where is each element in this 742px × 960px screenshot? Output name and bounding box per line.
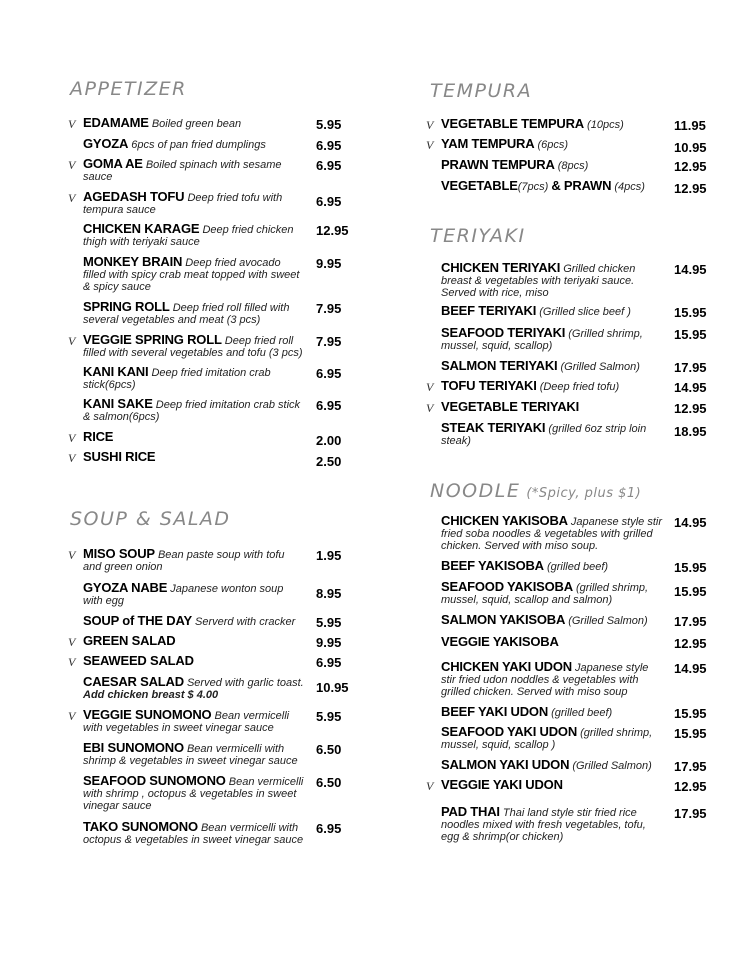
item-description: Served with garlic toast. (186, 677, 304, 689)
item-name: SALMON YAKISOBA (441, 612, 566, 627)
item-name: GYOZA NABE (83, 580, 168, 595)
item-name: AGEDASH TOFU (83, 189, 185, 204)
item-price: 6.95 (316, 398, 342, 413)
vegetarian-mark: V (68, 334, 76, 348)
item-price: 12.95 (674, 181, 707, 196)
item-name: EDAMAME (83, 115, 149, 130)
item-description: Deep fried imitation crab stick(6pcs) (83, 367, 271, 391)
item-name: GREEN SALAD (83, 633, 176, 648)
item-description: Deep fried roll filled with several vegetables and meat (3 pcs) (83, 302, 290, 326)
section-title: TEMPURA (430, 80, 533, 102)
item-name: BEEF YAKI UDON (441, 704, 549, 719)
item-price: 2.00 (316, 433, 342, 448)
vegetarian-mark: V (426, 401, 434, 415)
vegetarian-mark: V (68, 158, 76, 172)
item-description: Bean vermicelli with vegetables in sweet vinegar sauce (83, 710, 290, 734)
item-name: BEEF YAKISOBA (441, 558, 544, 573)
vegetarian-mark: V (68, 191, 76, 205)
item-price: 12.95 (674, 401, 707, 416)
item-description: Grilled chicken breast & vegetables with teriyaki sauce. Served with rice, miso (441, 263, 636, 299)
item-description: (grilled 6oz strip loin steak) (441, 423, 647, 447)
item-name: SUSHI RICE (83, 449, 156, 464)
vegetarian-mark: V (68, 431, 76, 445)
item-name: SALMON YAKI UDON (441, 757, 570, 772)
section-note: (*Spicy, plus $1) (526, 486, 642, 501)
vegetarian-mark: V (426, 779, 434, 793)
item-price: 14.95 (674, 262, 707, 277)
item-price: 9.95 (316, 635, 342, 650)
item-price: 11.95 (674, 118, 706, 133)
item-name: RICE (83, 429, 114, 444)
item-name: VEGGIE SUNOMONO (83, 707, 212, 722)
item-name: SEAFOOD SUNOMONO (83, 773, 226, 788)
item-name: CHICKEN KARAGE (83, 221, 200, 236)
item-name: CAESAR SALAD (83, 674, 184, 689)
item-name: KANI KANI (83, 364, 149, 379)
item-price: 6.95 (316, 158, 342, 173)
item-price: 12.95 (674, 779, 707, 794)
item-description: Boiled spinach with sesame sauce (83, 159, 282, 183)
item-price: 7.95 (316, 334, 342, 349)
item-name: MONKEY BRAIN (83, 254, 183, 269)
item-name: CHICKEN TERIYAKI (441, 260, 561, 275)
item-description: (10pcs) (587, 119, 624, 131)
vegetarian-mark: V (426, 118, 434, 132)
item-description: (grilled beef) (546, 561, 609, 573)
item-price: 17.95 (674, 614, 707, 629)
item-price: 6.95 (316, 655, 342, 670)
item-price: 6.95 (316, 366, 342, 381)
item-description: Deep fried imitation crab stick & salmon(6pcs) (83, 399, 301, 423)
item-description: (grilled shrimp, mussel, squid, scallop ) (441, 727, 653, 751)
item-name: PRAWN TEMPURA (441, 157, 555, 172)
item-price: 15.95 (674, 726, 707, 741)
item-description: Deep fried roll filled with several vegetables and tofu (3 pcs) (83, 335, 303, 359)
item-price: 12.95 (674, 159, 707, 174)
item-name: VEGGIE SPRING ROLL (83, 332, 222, 347)
item-description: Bean vermicelli with octopus & vegetables in sweet vinegar sauce (83, 822, 304, 846)
item-description: (Grilled Salmon) (572, 760, 652, 772)
vegetarian-mark: V (426, 138, 434, 152)
item-price: 17.95 (674, 759, 707, 774)
item-description: Serverd with cracker (195, 616, 296, 628)
item-description: (Grilled Salmon) (568, 615, 648, 627)
item-description: (Deep fried tofu) (539, 381, 620, 393)
item-name: CHICKEN YAKI UDON (441, 659, 572, 674)
item-price: 1.95 (316, 548, 342, 563)
item-price: 6.50 (316, 742, 342, 757)
section-title (430, 480, 641, 502)
item-price: 14.95 (674, 661, 707, 676)
item-description: Thai land style stir fried rice noodles mixed with fresh vegetables, tofu, egg & shrimp(or chicken) (441, 807, 646, 843)
item-price: 9.95 (316, 256, 342, 271)
item-name: EBI SUNOMONO (83, 740, 184, 755)
item-price: 15.95 (674, 560, 707, 575)
item-price: 12.95 (674, 636, 707, 651)
item-price: 5.95 (316, 709, 342, 724)
item-name: SEAFOOD YAKI UDON (441, 724, 578, 739)
item-description: Bean vermicelli with shrimp , octopus & vegetables in sweet vinegar sauce (83, 776, 304, 812)
item-price: 8.95 (316, 586, 342, 601)
item-price: 15.95 (674, 584, 707, 599)
item-price: 12.95 (316, 223, 349, 238)
item-description: (Grilled shrimp, mussel, squid, scallop) (441, 328, 643, 352)
item-description: Deep fried chicken thigh with teriyaki sauce (83, 224, 294, 248)
item-price: 14.95 (674, 515, 707, 530)
item-name: SOUP of THE DAY (83, 613, 192, 628)
section-title-text: NOODLE (430, 480, 521, 502)
item-price: 6.95 (316, 138, 342, 153)
item-name: TAKO SUNOMONO (83, 819, 198, 834)
item-name: MISO SOUP (83, 546, 155, 561)
vegetarian-mark: V (68, 548, 76, 562)
item-description: (Grilled slice beef ) (539, 306, 631, 318)
item-name: KANI SAKE (83, 396, 153, 411)
item-name: SEAFOOD YAKISOBA (441, 579, 573, 594)
item-extra-note: Add chicken breast $ 4.00 (83, 689, 219, 701)
item-name: SPRING ROLL (83, 299, 170, 314)
item-name: SEAWEED SALAD (83, 653, 194, 668)
section-title: TERIYAKI (430, 225, 526, 247)
item-name-secondary: & PRAWN (551, 178, 612, 193)
item-name: YAM TEMPURA (441, 136, 535, 151)
item-name: VEGGIE YAKI UDON (441, 777, 563, 792)
item-description: Bean paste soup with tofu and green onion (83, 549, 285, 573)
item-price: 17.95 (674, 806, 707, 821)
item-description: (6pcs) (537, 139, 569, 151)
item-description: (7pcs) (517, 181, 549, 193)
item-name: GOMA AE (83, 156, 143, 171)
item-description: (8pcs) (557, 160, 589, 172)
item-description: Deep fried tofu with tempura sauce (83, 192, 283, 216)
item-description: Japanese style stir fried udon noddles & vegetables with grilled chicken. Served with miso soup (441, 662, 649, 698)
item-description: Boiled green bean (151, 118, 242, 130)
item-price: 14.95 (674, 380, 707, 395)
item-price: 18.95 (674, 424, 707, 439)
item-description: Bean vermicelli with shrimp & vegetables in sweet vinegar sauce (83, 743, 298, 767)
item-name: SALMON TERIYAKI (441, 358, 558, 373)
section-title: SOUP & SALAD (70, 508, 231, 530)
item-description: (grilled shrimp, mussel, squid, scallop and salmon) (441, 582, 649, 606)
item-description: 6pcs of pan fried dumplings (131, 139, 266, 151)
item-name: SEAFOOD TERIYAKI (441, 325, 566, 340)
item-price: 10.95 (316, 680, 349, 695)
item-price: 6.95 (316, 821, 342, 836)
item-name: VEGETABLE TEMPURA (441, 116, 584, 131)
item-price: 5.95 (316, 615, 342, 630)
item-name: PAD THAI (441, 804, 500, 819)
item-name: GYOZA (83, 136, 129, 151)
item-name: BEEF TERIYAKI (441, 303, 537, 318)
vegetarian-mark: V (68, 451, 76, 465)
item-description: (grilled beef) (551, 707, 613, 719)
item-description: Japanese wonton soup with egg (83, 583, 284, 607)
vegetarian-mark: V (68, 635, 76, 649)
item-price: 7.95 (316, 301, 342, 316)
item-description: Japanese style stir fried soba noodles & vegetables with grilled chicken. Served with miso soup. (441, 516, 662, 552)
item-name: CHICKEN YAKISOBA (441, 513, 568, 528)
item-price: 17.95 (674, 360, 707, 375)
item-name: VEGETABLE (441, 178, 518, 193)
vegetarian-mark: V (68, 117, 76, 131)
item-description: (Grilled Salmon) (560, 361, 640, 373)
item-name: VEGGIE YAKISOBA (441, 634, 559, 649)
item-name: TOFU TERIYAKI (441, 378, 537, 393)
item-price: 6.50 (316, 775, 342, 790)
item-price: 5.95 (316, 117, 342, 132)
item-price: 10.95 (674, 140, 707, 155)
item-price: 15.95 (674, 706, 707, 721)
item-price: 6.95 (316, 194, 342, 209)
item-price: 2.50 (316, 454, 342, 469)
item-price: 15.95 (674, 327, 707, 342)
item-description: Deep fried avocado filled with spicy crab meat topped with sweet & spicy sauce (83, 257, 300, 293)
vegetarian-mark: V (68, 655, 76, 669)
item-price: 15.95 (674, 305, 707, 320)
vegetarian-mark: V (68, 709, 76, 723)
item-description-secondary: (4pcs) (614, 181, 645, 193)
section-title: APPETIZER (70, 78, 187, 100)
vegetarian-mark: V (426, 380, 434, 394)
item-name: STEAK TERIYAKI (441, 420, 546, 435)
item-name: VEGETABLE TERIYAKI (441, 399, 579, 414)
